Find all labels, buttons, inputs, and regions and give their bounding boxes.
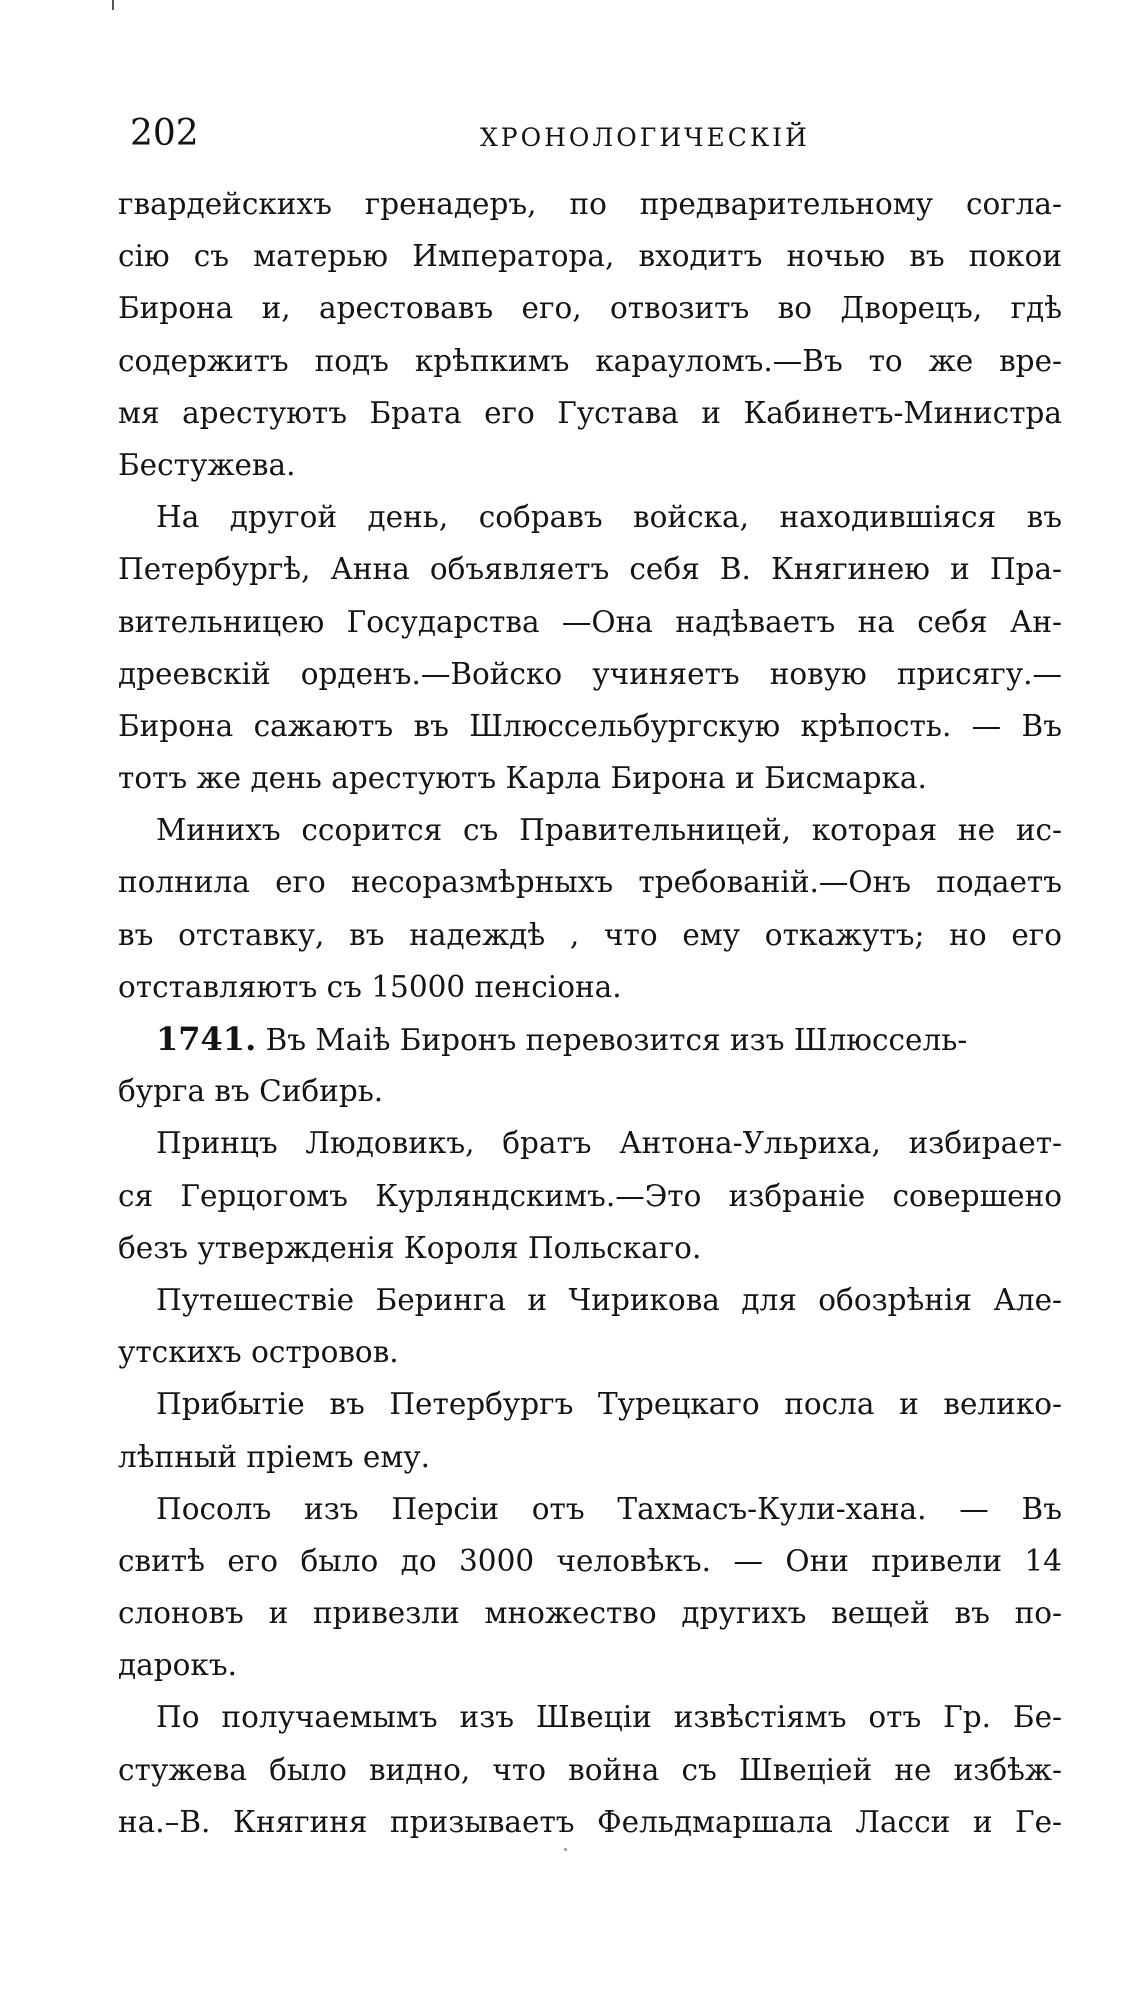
page-header <box>130 112 1060 162</box>
scan-dot <box>564 1848 567 1851</box>
page-number: 202 <box>130 113 199 154</box>
text-line: мя арестуютъ Брата его Густава и Кабинетъ-Министра <box>118 395 1062 430</box>
text-line: отставляютъ съ 15000 пенсіона. <box>118 969 622 1004</box>
year-entry-text: Въ Маіѣ Биронъ перевозится изъ Шлюссель- <box>256 1023 968 1057</box>
body-text <box>118 178 1062 1848</box>
text-line: слоновъ и привезли множество другихъ вещей въ по- <box>118 1596 1062 1631</box>
text-line: гвардейскихъ гренадеръ, по предварительному согла- <box>118 187 1062 221</box>
text-line: содержитъ подъ крѣпкимъ карауломъ.—Въ то же вре- <box>118 343 1062 378</box>
text-line: ся Герцогомъ Курляндскимъ.—Это избраніе совершено <box>118 1178 1062 1213</box>
paragraph-first-line: Принцъ Людовикъ, братъ Антона-Ульриха, избирает- <box>156 1126 1062 1161</box>
text-line: полнила его несоразмѣрныхъ требованій.—Онъ подаетъ <box>118 865 1062 900</box>
paragraph-first-line: На другой день, собравъ войска, находившіяся въ <box>156 500 1062 535</box>
text-line: Бестужева. <box>118 447 296 482</box>
text-line: стужева было видно, что война съ Швеціей не избѣж- <box>118 1752 1062 1787</box>
running-title: ХРОНОЛОГИЧЕСКІЙ <box>480 123 810 152</box>
text-line: бурга въ Сибирь. <box>118 1074 384 1109</box>
text-line: въ отставку, въ надеждѣ , что ему откажутъ; но его <box>118 917 1062 952</box>
scan-edge-mark <box>112 0 114 10</box>
text-line: свитѣ его было до 3000 человѣкъ. — Они привели 14 <box>118 1543 1062 1578</box>
text-line: сію съ матерью Императора, входитъ ночью въ покои <box>118 239 1062 274</box>
paragraph-first-line: По получаемымъ изъ Швеціи извѣстіямъ отъ Гр. Бе- <box>156 1700 1062 1735</box>
paragraph-first-line: Посолъ изъ Персіи отъ Тахмасъ-Кули-хана. — Въ <box>156 1491 1062 1526</box>
text-line: лѣпный пріемъ ему. <box>118 1439 431 1474</box>
paragraph-first-line: Прибытіе въ Петербургъ Турецкаго посла и велико- <box>156 1387 1062 1422</box>
paragraph-first-line: Минихъ ссорится съ Правительницей, которая не ис- <box>156 813 1062 848</box>
year-marker: 1741. <box>156 1020 257 1058</box>
year-entry-line <box>118 1013 1062 1065</box>
text-line: дарокъ. <box>118 1648 237 1683</box>
text-line: безъ утвержденія Короля Польскаго. <box>118 1230 702 1265</box>
paragraph-first-line: Путешествіе Беринга и Чирикова для обозрѣнія Але- <box>156 1282 1062 1317</box>
text-line: Бирона и, арестовавъ его, отвозитъ во Дворецъ, гдѣ <box>118 291 1062 326</box>
text-line: Бирона сажаютъ въ Шлюссельбургскую крѣпость. — Въ <box>118 708 1062 743</box>
text-line: тотъ же день арестуютъ Карла Бирона и Бисмарка. <box>118 761 927 796</box>
text-line: на.–В. Княгиня призываетъ Фельдмаршала Ласси и Ге- <box>118 1804 1062 1839</box>
text-line: дреевскій орденъ.—Войско учиняетъ новую присягу.— <box>118 656 1062 691</box>
text-line: утскихъ островов. <box>118 1335 399 1370</box>
text-line: Петербургѣ, Анна объявляетъ себя В. Княгинею и Пра- <box>118 552 1062 587</box>
text-line: вительницею Государства —Она надѣваетъ на себя Ан- <box>118 604 1062 639</box>
